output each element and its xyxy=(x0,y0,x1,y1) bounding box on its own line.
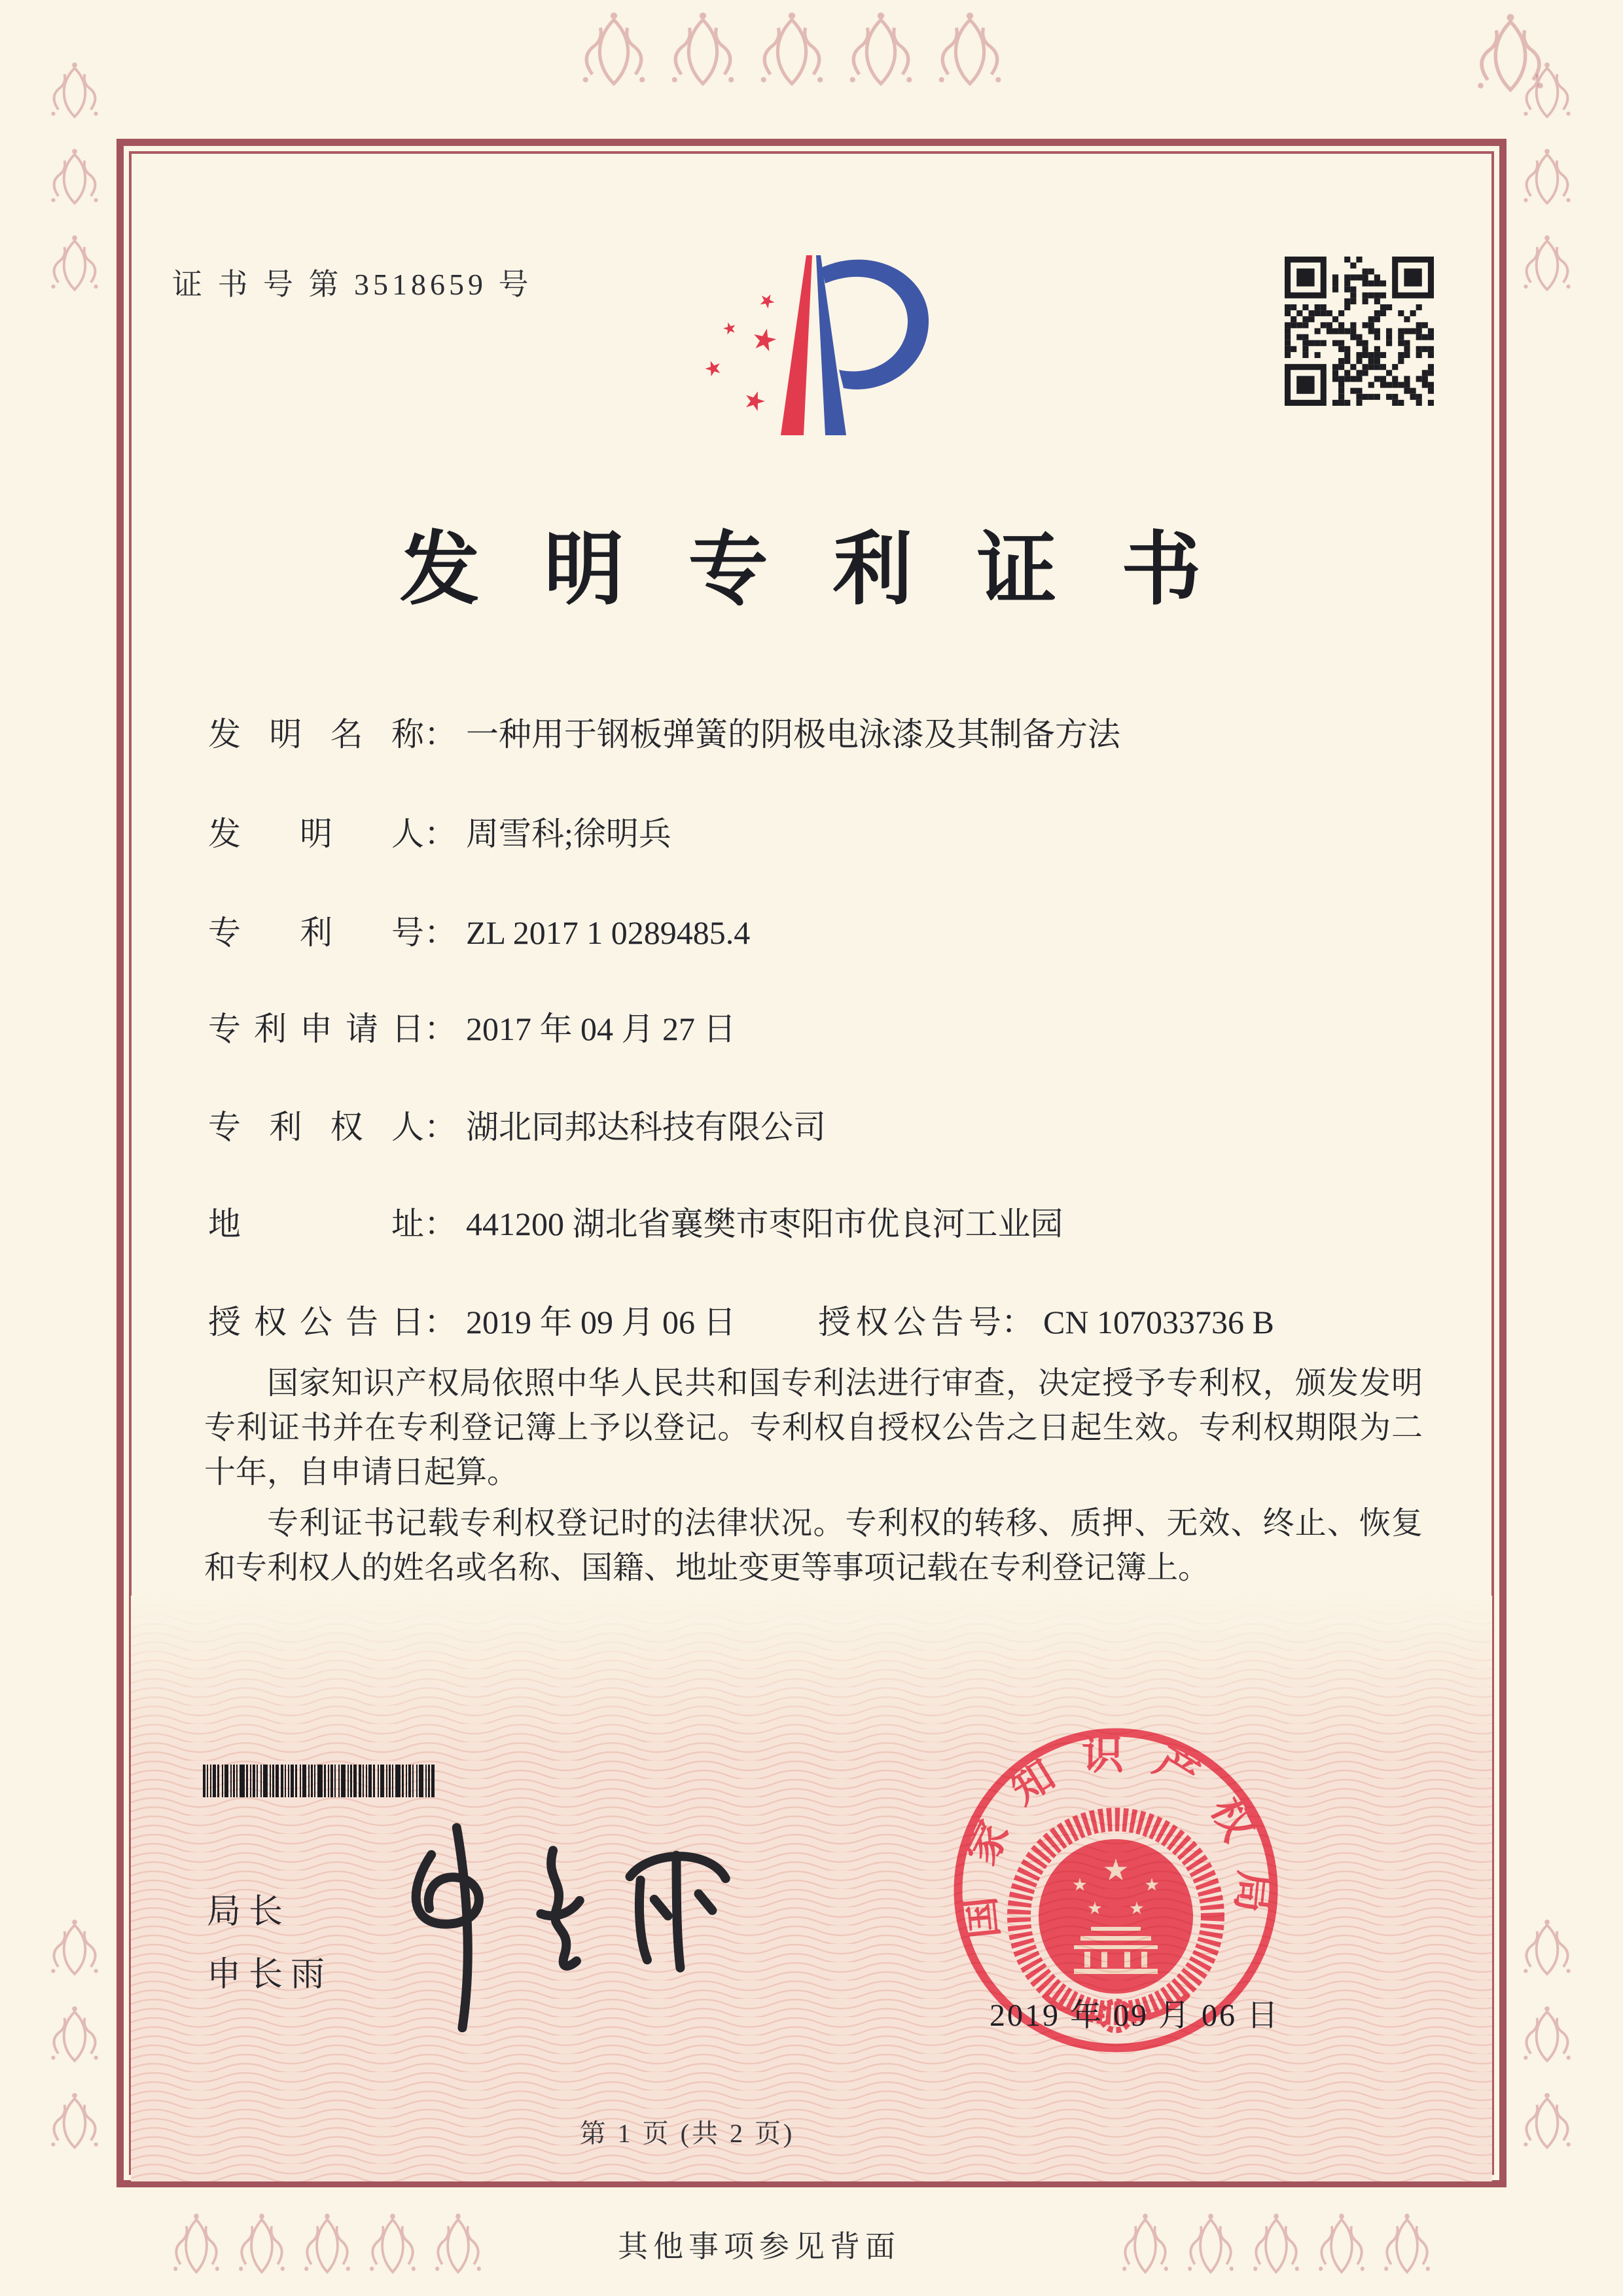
border-ornament-bottom-left xyxy=(38,1905,111,2166)
field-label: 授权公告号 xyxy=(818,1304,1001,1340)
signatory-name: 申长雨 xyxy=(207,1956,333,1994)
legal-text xyxy=(204,1361,1423,1590)
field-colon: ： xyxy=(424,1109,457,1145)
page-number: 第 1 页 (共 2 页) xyxy=(579,2119,795,2148)
field-label: 专利申请日 xyxy=(208,1011,424,1047)
field-label: 发明人 xyxy=(208,816,424,852)
watermark-band xyxy=(131,1596,1492,2181)
field-row-patent-number xyxy=(208,906,750,954)
field-colon: ： xyxy=(424,1011,457,1047)
field-colon: ： xyxy=(424,1304,457,1340)
back-side-note: 其他事项参见背面 xyxy=(618,2230,901,2263)
qr-code xyxy=(1285,257,1434,406)
field-value: 441200 湖北省襄樊市枣阳市优良河工业园 xyxy=(466,1206,1063,1242)
field-colon: ： xyxy=(424,1206,457,1242)
certificate-title: 发 明 专 利 证 书 xyxy=(399,526,1224,615)
field-label: 发明名称 xyxy=(208,716,424,753)
field-label: 地址 xyxy=(208,1206,424,1242)
seal-date: 2019 年 09 月 06 日 xyxy=(990,1998,1281,2033)
field-colon: ： xyxy=(424,816,457,852)
certificate-number: 证 书 号 第 3518659 号 xyxy=(172,268,533,301)
field-row-patentee xyxy=(208,1101,826,1148)
field-row-invention-name xyxy=(208,708,1120,755)
field-value: 一种用于钢板弹簧的阴极电泳漆及其制备方法 xyxy=(466,716,1120,753)
field-row-filing-date xyxy=(208,1003,736,1050)
field-grant-number xyxy=(818,1296,1274,1343)
seal-agency-text: 国家知识产权局 xyxy=(954,1731,1278,1941)
legal-paragraph-2: 专利证书记载专利权登记时的法律状况。专利权的转移、质押、无效、终止、恢复和专利权人的姓名或名称、国籍、地址变更等事项记载在专利登记簿上。 xyxy=(204,1506,1423,1585)
field-colon: ： xyxy=(424,716,457,753)
barcode xyxy=(203,1765,437,1797)
field-label: 授权公告日 xyxy=(208,1304,424,1340)
handwritten-signature xyxy=(357,1816,762,2032)
cnipa-logo-icon xyxy=(697,219,940,435)
field-value: 2019 年 09 月 06 日 xyxy=(466,1304,736,1340)
border-ornament-bottom-band-right xyxy=(1113,2211,1440,2276)
field-row-inventors xyxy=(208,808,671,855)
field-row-grant-date xyxy=(208,1296,1274,1343)
field-value: 湖北同邦达科技有限公司 xyxy=(466,1109,826,1145)
field-label: 专利号 xyxy=(208,914,424,951)
field-value: 2017 年 04 月 27 日 xyxy=(466,1011,736,1047)
field-value: ZL 2017 1 0289485.4 xyxy=(466,914,751,951)
border-ornament-left xyxy=(38,56,111,300)
signatory-title: 局长 xyxy=(207,1893,291,1931)
field-label: 专利权人 xyxy=(208,1109,424,1145)
field-value: 周雪科;徐明兵 xyxy=(466,816,671,852)
border-ornament-bottom-band-left xyxy=(164,2211,491,2276)
field-row-address xyxy=(208,1198,1063,1245)
field-colon: ： xyxy=(424,914,457,951)
border-ornament-right xyxy=(1510,56,1584,300)
border-ornament-bottom-right xyxy=(1510,1905,1584,2166)
field-colon: ： xyxy=(1001,1304,1034,1340)
border-ornament-top xyxy=(569,9,1014,89)
field-value: CN 107033736 B xyxy=(1043,1304,1274,1340)
legal-paragraph-1: 国家知识产权局依照中华人民共和国专利法进行审查，决定授予专利权，颁发发明专利证书并在专利登记簿上予以登记。专利权自授权公告之日起生效。专利权期限为二十年，自申请日起算。 xyxy=(204,1366,1423,1490)
